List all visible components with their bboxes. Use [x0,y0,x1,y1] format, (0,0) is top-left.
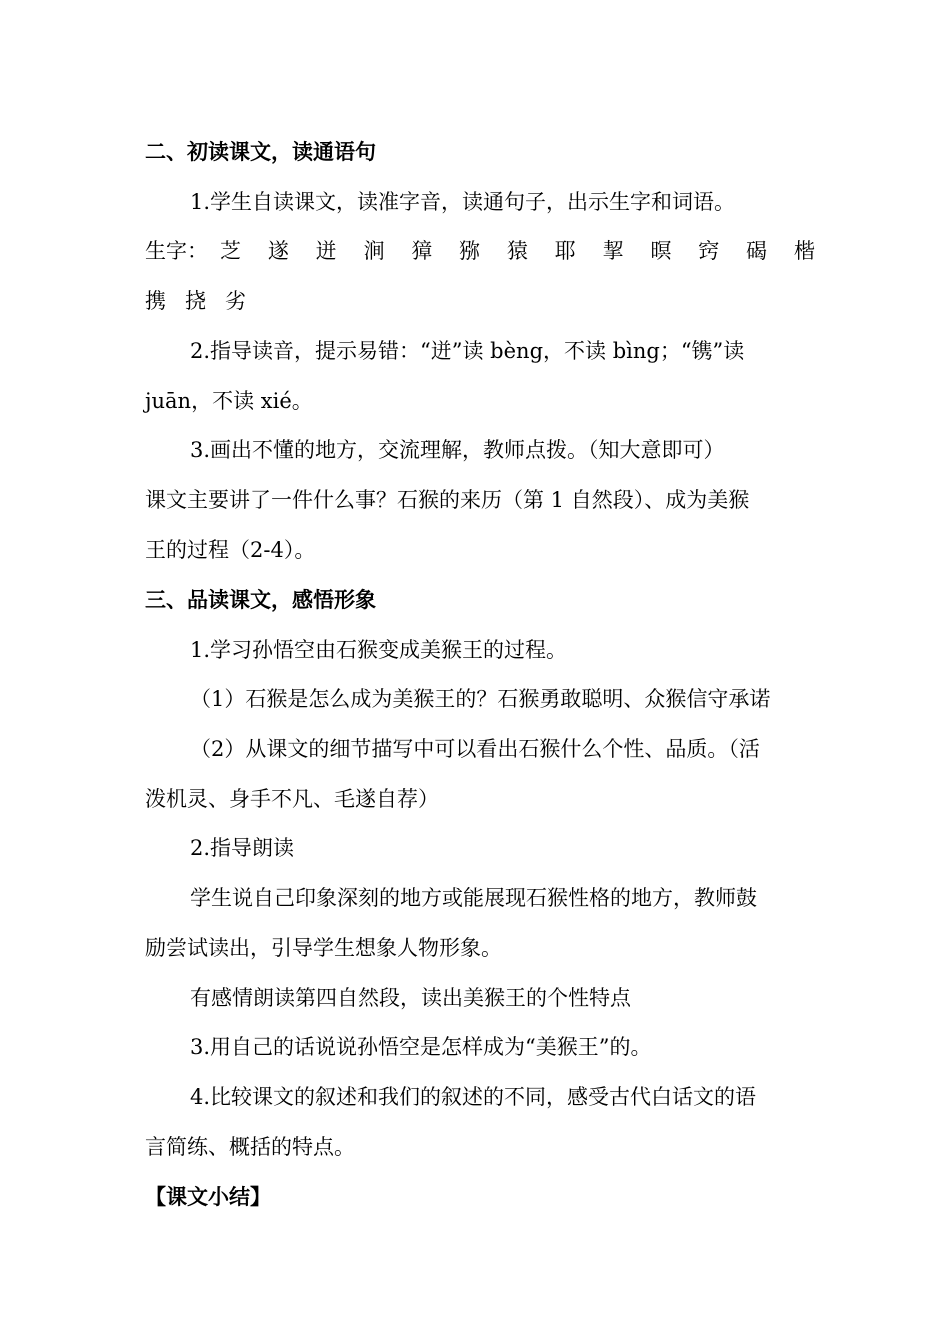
section-heading-close-reading: 三、品读课文，感悟形象 [145,588,376,612]
new-character: 挈 [602,239,624,263]
new-character: 遂 [267,239,289,263]
item-mark-unclear: 3.画出不懂的地方，交流理解，教师点拨。（知大意即可） [190,438,725,462]
new-character: 挠 [185,289,206,313]
sub-item-2-line-1: （2）从课文的细节描写中可以看出石猴什么个性、品质。（活 [190,737,760,761]
new-characters-label: 生字： [145,239,208,263]
item-retell: 3.用自己的话说说孙悟空是怎样成为“美猴王”的。 [190,1035,652,1059]
new-character: 窍 [698,239,720,263]
paragraph-emotional-reading: 有感情朗读第四自然段，读出美猴王的个性特点 [190,986,631,1010]
paragraph-impression-line-1: 学生说自己印象深刻的地方或能展现石猴性格的地方，教师鼓 [190,886,757,910]
new-characters-list-2 [145,287,815,315]
section-heading-summary: 【课文小结】 [145,1185,271,1209]
new-character: 劣 [225,289,246,313]
new-character: 猿 [506,239,528,263]
item-guided-reading: 2.指导朗读 [190,836,295,860]
new-character: 迸 [315,239,337,263]
item-pronunciation-line-1: 2.指导读音，提示易错：“迸”读 bèng，不读 bìng；“镌”读 [190,339,745,363]
new-character: 暝 [650,239,672,263]
sub-item-1: （1）石猴是怎么成为美猴王的？石猴勇敢聪明、众猴信守承诺 [190,687,771,711]
item-self-reading: 1.学生自读课文，读准字音，读通句子，出示生字和词语。 [190,190,736,214]
new-characters-row-1 [145,237,815,265]
item-pronunciation-line-2: juān，不读 xié。 [145,389,313,413]
new-characters-list [220,237,815,265]
new-character: 獐 [411,239,433,263]
new-character: 耶 [554,239,576,263]
sub-item-2-line-2: 泼机灵、身手不凡、毛遂自荐） [145,787,439,811]
new-characters-row-2 [145,287,815,315]
section-heading-first-reading: 二、初读课文，读通语句 [145,140,376,164]
item-learn-process: 1.学习孙悟空由石猴变成美猴王的过程。 [190,638,568,662]
new-character: 猕 [459,239,481,263]
summary-question-line-1: 课文主要讲了一件什么事？石猴的来历（第 1 自然段）、成为美猴 [145,488,750,512]
item-compare-line-2: 言简练、概括的特点。 [145,1135,355,1159]
new-character: 携 [145,289,166,313]
new-character: 楷 [793,239,815,263]
new-character: 碣 [746,239,768,263]
paragraph-impression-line-2: 励尝试读出，引导学生想象人物形象。 [145,936,502,960]
new-character: 涧 [363,239,385,263]
summary-question-line-2: 王的过程（2-4）。 [145,538,316,562]
new-character: 芝 [220,239,241,263]
item-compare-line-1: 4.比较课文的叙述和我们的叙述的不同，感受古代白话文的语 [190,1085,757,1109]
